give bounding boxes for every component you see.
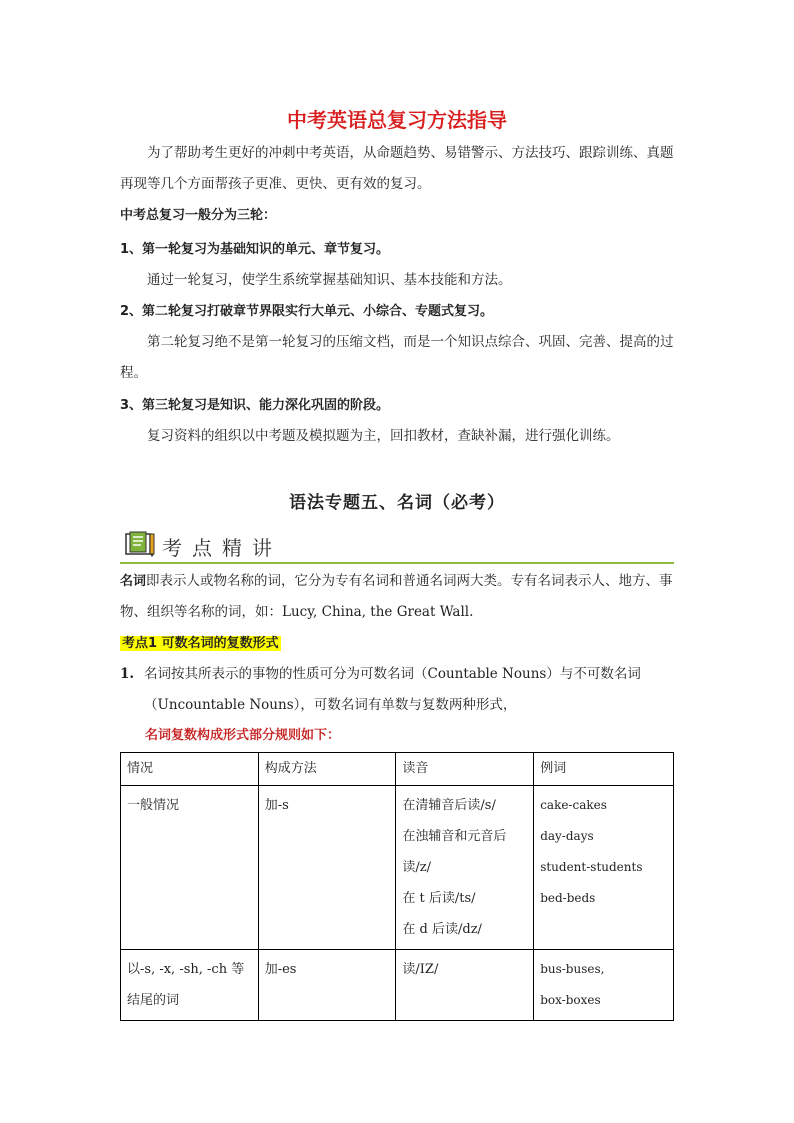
table-cell-pronunciation [396, 950, 534, 1021]
example-word: bed-beds [540, 891, 596, 905]
point1-label: 考点1 可数名词的复数形式 [122, 636, 279, 651]
table-row [121, 950, 674, 1021]
round-3-title: 3、第三轮复习是知识、能力深化巩固的阶段。 [120, 398, 390, 413]
table-header-cell: 例词 [534, 753, 674, 786]
table-header-cell: 构成方法 [258, 753, 396, 786]
kaodian-label: 考点精讲 [162, 536, 282, 560]
table-cell-examples [534, 786, 674, 950]
rounds-heading: 中考总复习一般分为三轮： [120, 208, 277, 223]
pronunciation-line: 在 d 后读/dz/ [402, 922, 482, 937]
pronunciation-line: 在 t 后读/ts/ [402, 891, 476, 906]
definition-text: 即表示人或物名称的词，它分为专有名词和普通名词两大类。专有名词表示人、地方、事物、组织等名称的词，如：Lucy, China, the Great Wall. [120, 573, 673, 620]
intro-paragraph: 为了帮助考生更好的冲刺中考英语，从命题趋势、易错警示、方法技巧、跟踪训练、真题再现等几个方面帮孩子更准、更快、更有效的复习。 [120, 145, 674, 192]
list-item-1 [120, 659, 680, 721]
example-word: cake-cakes [540, 798, 607, 812]
round-3-desc: 复习资料的组织以中考题及模拟题为主，回扣教材，查缺补漏，进行强化训练。 [147, 428, 620, 444]
list-text: 名词按其所表示的事物的性质可分为可数名词（Countable Nouns）与不可数名词（Uncountable Nouns），可数名词有单数与复数两种形式， [144, 666, 641, 713]
pronunciation-line: 读/IZ/ [402, 962, 439, 977]
kaodian-banner [120, 526, 674, 564]
table-cell-pronunciation [396, 786, 534, 950]
example-word: bus-buses, [540, 962, 605, 976]
pronunciation-line: 在浊辅音和元音后读/z/ [402, 829, 507, 875]
table-cell-situation: 以-s, -x, -sh, -ch 等结尾的词 [121, 950, 259, 1021]
example-word: box-boxes [540, 993, 601, 1007]
table-cell-method: 加-s [258, 786, 396, 950]
table-header-row [121, 753, 674, 786]
definition-term: 名词 [120, 574, 147, 589]
round-1-desc: 通过一轮复习，使学生系统掌握基础知识、基本技能和方法。 [147, 272, 512, 288]
book-icon [124, 530, 156, 562]
round-2-title: 2、第二轮复习打破章节界限实行大单元、小综合、专题式复习。 [120, 304, 494, 319]
example-word: day-days [540, 829, 594, 843]
table-header-cell: 读音 [396, 753, 534, 786]
pronunciation-line: 在清辅音后读/s/ [402, 798, 496, 813]
table-cell-method: 加-es [258, 950, 396, 1021]
round-1-title: 1、第一轮复习为基础知识的单元、章节复习。 [120, 242, 390, 257]
table-cell-situation: 一般情况 [121, 786, 259, 950]
plural-rules-table [120, 752, 674, 1021]
section-title: 语法专题五、名词（必考） [289, 493, 505, 513]
rules-heading: 名词复数构成形式部分规则如下： [145, 728, 341, 743]
example-word: student-students [540, 860, 643, 874]
page-title: 中考英语总复习方法指导 [287, 108, 507, 132]
table-header-cell: 情况 [121, 753, 259, 786]
point1-line [120, 628, 680, 659]
table-cell-examples [534, 950, 674, 1021]
table-row [121, 786, 674, 950]
definition-paragraph [120, 566, 680, 628]
round-2-desc: 第二轮复习绝不是第一轮复习的压缩文档，而是一个知识点综合、巩固、完善、提高的过程。 [120, 334, 674, 381]
list-number: 1. [120, 666, 135, 682]
